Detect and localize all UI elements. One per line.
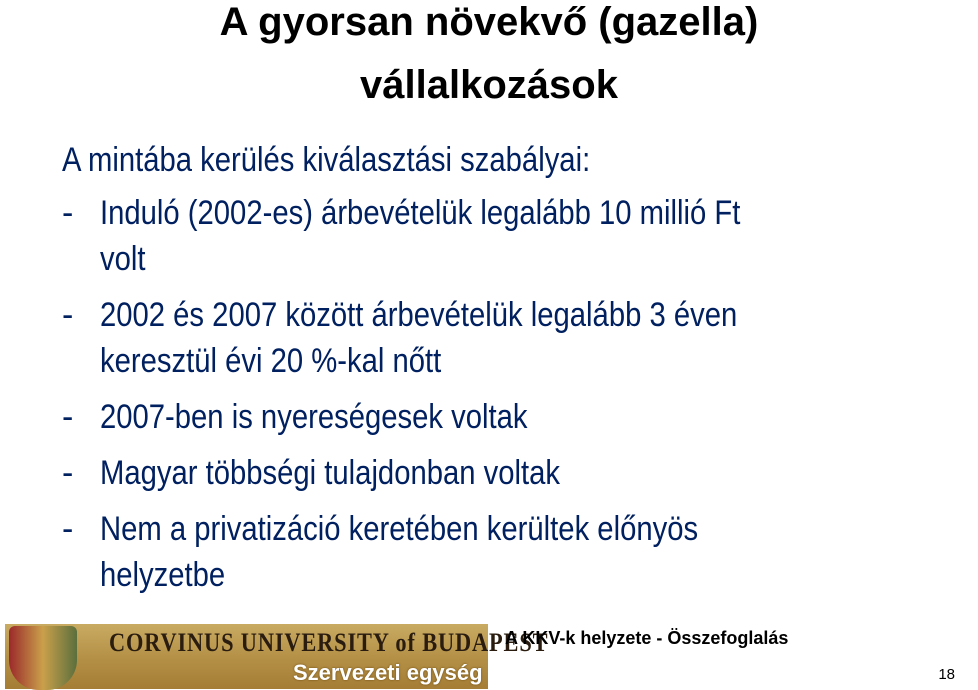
university-banner xyxy=(5,624,549,689)
list-item xyxy=(62,190,962,282)
intro-text: A mintába kerülés kiválasztási szabályai: xyxy=(62,141,591,179)
university-logo-text: CORVINUS UNIVERSITY of BUDAPEST xyxy=(109,628,549,657)
bullet-marker: - xyxy=(62,510,74,548)
bullet-marker: - xyxy=(62,194,74,232)
footer-tagline: A KKV-k helyzete - Összefoglalás xyxy=(505,628,789,648)
list-item-text: Induló (2002-es) árbevételük legalább 10 millió Ft volt xyxy=(100,194,741,278)
university-crest-icon xyxy=(9,626,77,690)
list-item xyxy=(62,292,962,384)
slide-title-line-1: A gyorsan növekvő (gazella) xyxy=(219,0,759,44)
page-number: 18 xyxy=(938,666,955,683)
bullet-marker: - xyxy=(62,398,74,436)
bullet-marker: - xyxy=(62,296,74,334)
department-label: Szervezeti egység xyxy=(293,660,483,685)
list-item-text: 2007-ben is nyereségesek voltak xyxy=(100,398,528,436)
list-item xyxy=(62,506,962,598)
list-item xyxy=(62,450,962,496)
list-item-text: Nem a privatizáció keretében kerültek előnyös helyzetbe xyxy=(100,510,699,594)
slide-footer xyxy=(0,620,960,689)
criteria-list xyxy=(62,190,962,608)
bullet-marker: - xyxy=(62,454,74,492)
slide-title-line-2: vállalkozások xyxy=(360,63,618,107)
list-item-text: Magyar többségi tulajdonban voltak xyxy=(100,454,561,492)
list-item-text: 2002 és 2007 között árbevételük legalább 3 éven keresztül évi 20 %-kal nőtt xyxy=(100,296,738,380)
list-item xyxy=(62,394,962,440)
